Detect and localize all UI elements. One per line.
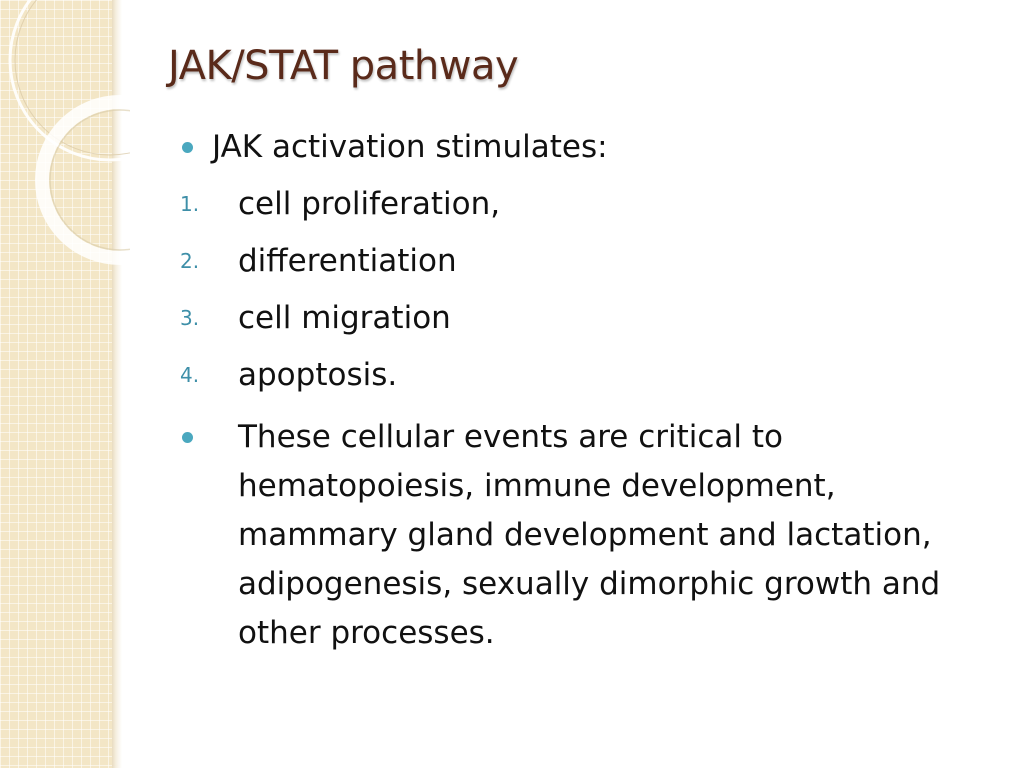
numbered-marker: 3. — [180, 306, 200, 330]
intro-bullet — [180, 128, 980, 166]
numbered-marker: 1. — [180, 192, 200, 216]
numbered-item-2 — [180, 242, 980, 280]
numbered-item-3 — [180, 299, 980, 337]
numbered-marker: 4. — [180, 363, 200, 387]
numbered-item-text: apoptosis. — [238, 357, 398, 393]
numbered-item-text: cell proliferation, — [238, 186, 501, 222]
closing-bullet-text: These cellular events are critical to hematopoiesis, immune development, mammary gland development and lactation, adipogenesis, sexually dimorphic growth and other processes. — [238, 419, 941, 651]
slide-content — [180, 128, 980, 658]
numbered-item-4 — [180, 356, 980, 394]
bullet-circle-icon — [182, 432, 193, 443]
numbered-item-text: differentiation — [238, 243, 457, 279]
slide-title: JAK/STAT pathway — [168, 43, 519, 89]
decorative-rings-icon — [0, 0, 130, 300]
numbered-item-text: cell migration — [238, 300, 451, 336]
numbered-item-1 — [180, 185, 980, 223]
bullet-circle-icon — [182, 142, 193, 153]
numbered-marker: 2. — [180, 249, 200, 273]
closing-bullet — [180, 413, 980, 658]
intro-bullet-text: JAK activation stimulates: — [212, 129, 608, 165]
